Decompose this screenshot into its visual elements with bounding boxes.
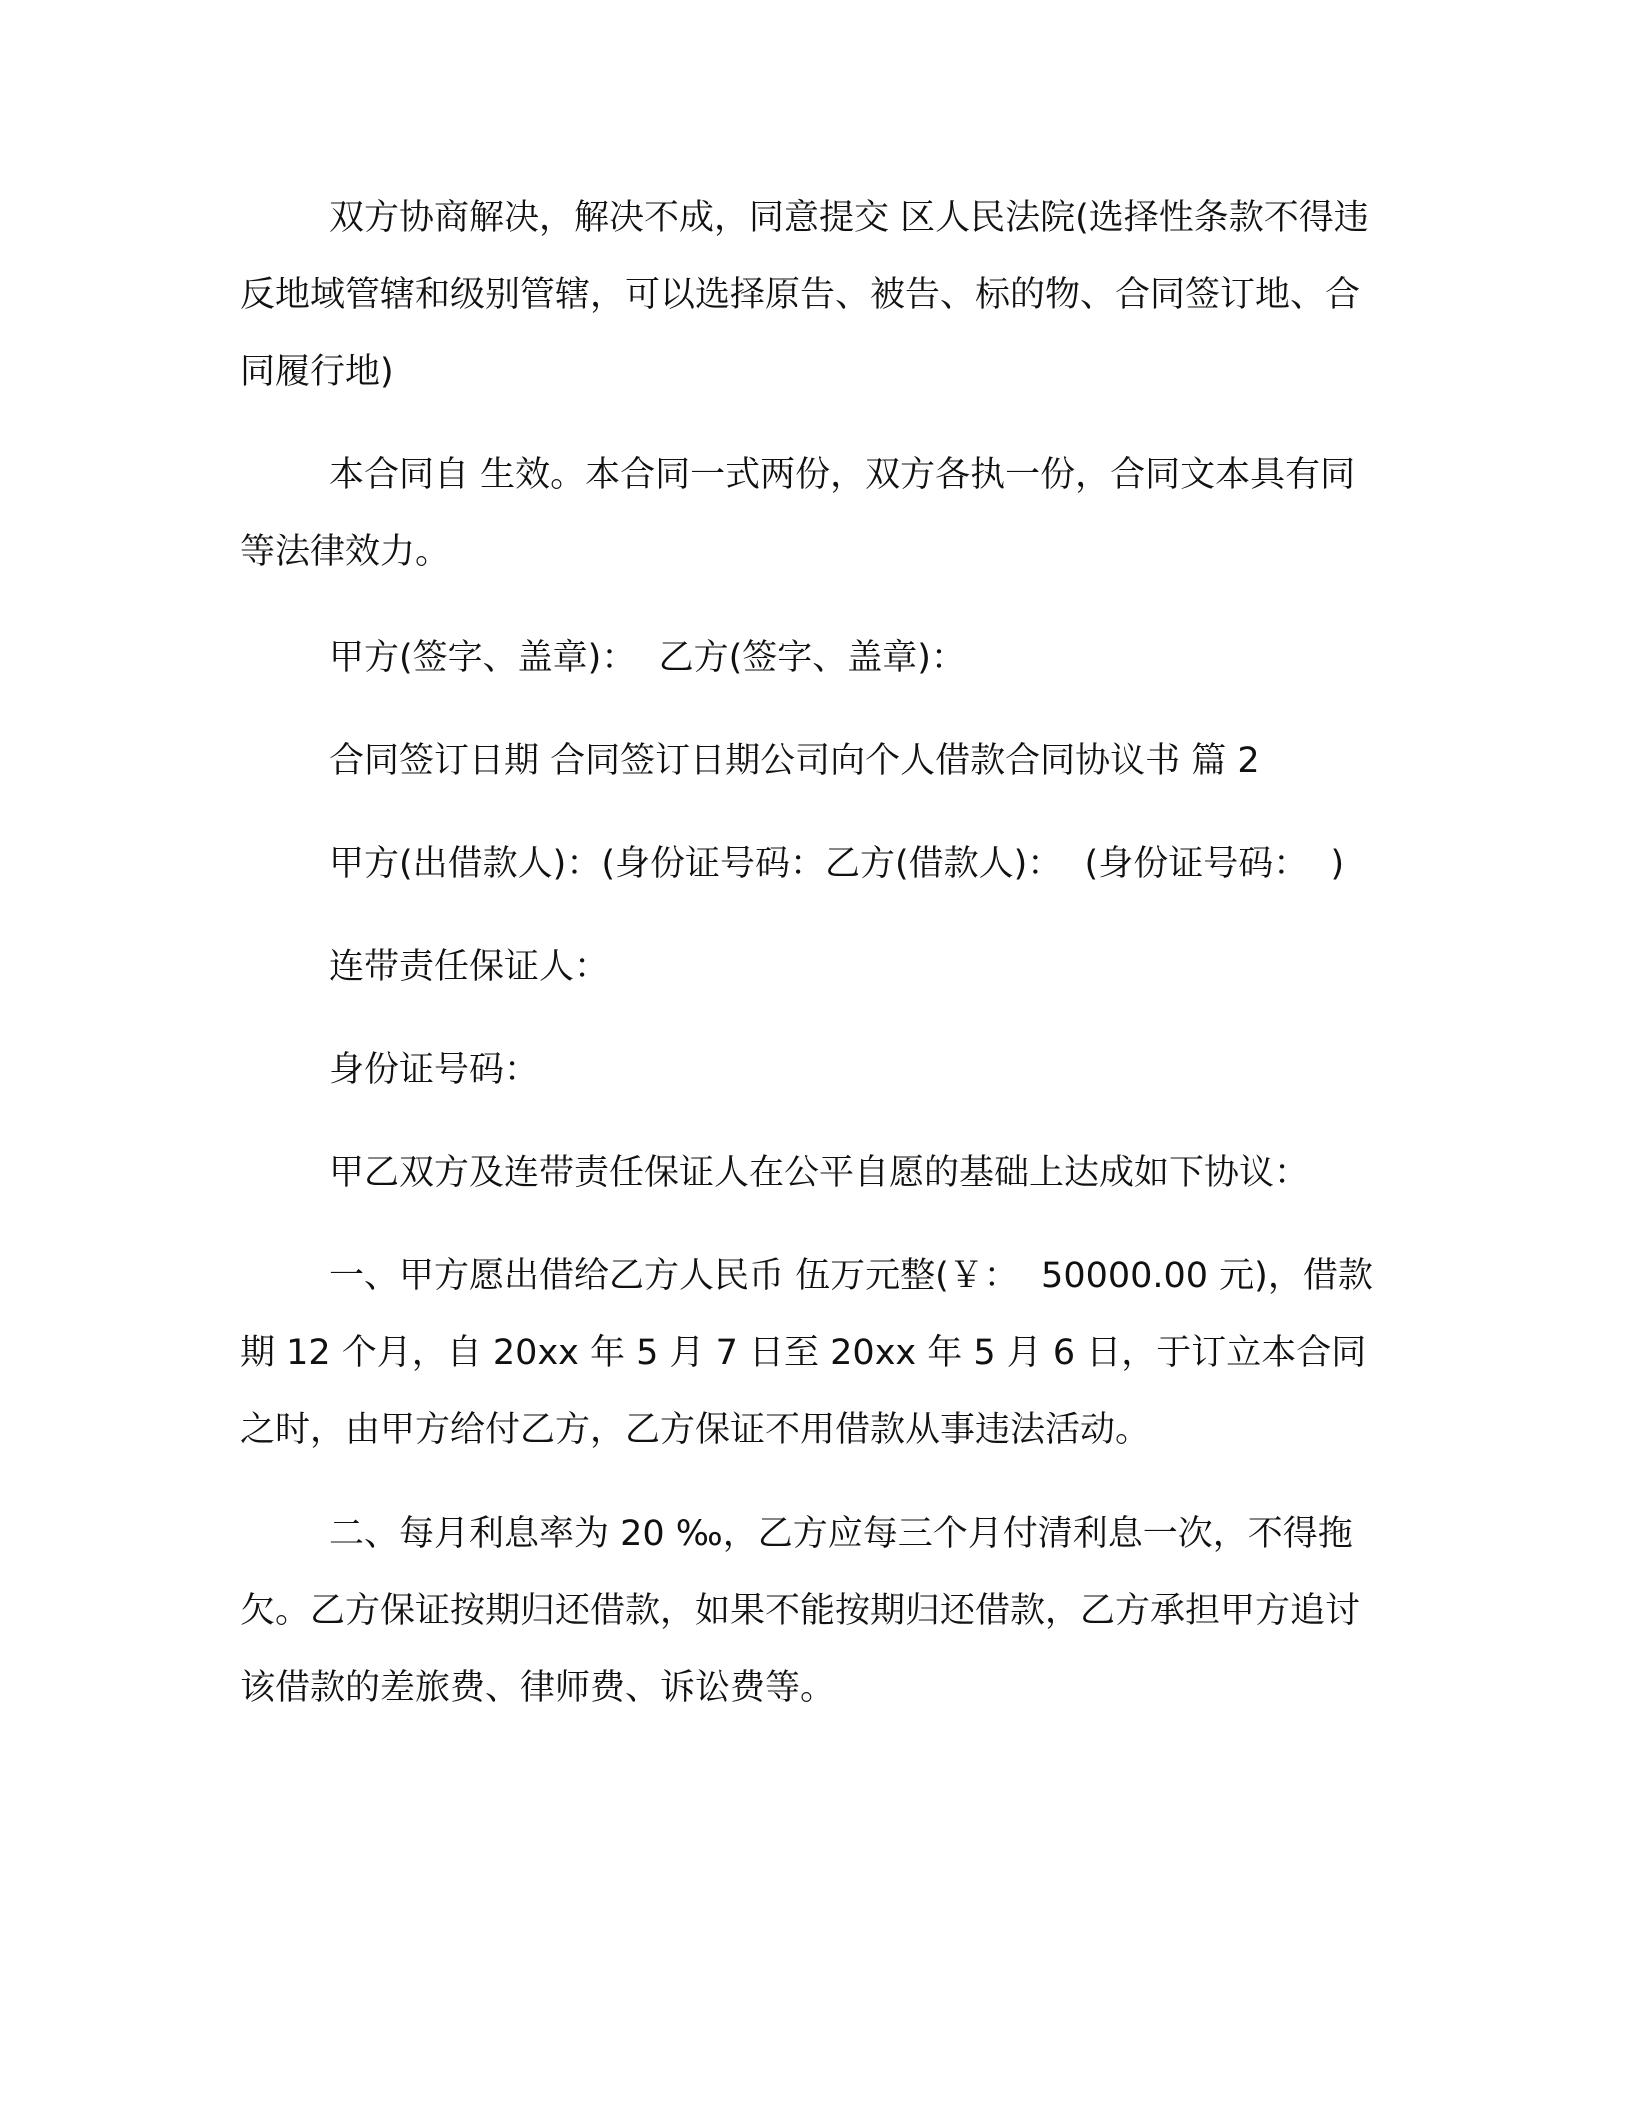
paragraph-dispute-resolution: 双方协商解决，解决不成，同意提交 区人民法院(选择性条款不得违反地域管辖和级别管辖，可以选择原告、被告、标的物、合同签订地、合同履行地) — [240, 198, 1369, 392]
paragraph-interest-terms: 二、每月利息率为 20 ‰，乙方应每三个月付清利息一次，不得拖欠。乙方保证按期归还借款，如果不能按期归还借款，乙方承担甲方追讨该借款的差旅费、律师费、诉讼费等。 — [240, 1514, 1361, 1708]
paragraph-signatures: 甲方(签字、盖章)： 乙方(签字、盖章)： — [240, 638, 966, 678]
paragraph-guarantor: 连带责任保证人： — [240, 947, 610, 987]
paragraph-loan-terms: 一、甲方愿出借给乙方人民币 伍万元整(￥： 50000.00 元)，借款期 12 个月，自 20xx 年 5 月 7 日至 20xx 年 5 月 6 日，于订立本合同之时，由甲方给付乙方，乙方保证不用借款从事违法活动。 — [240, 1256, 1373, 1450]
paragraph-signing-date-heading: 合同签订日期 合同签订日期公司向个人借款合同协议书 篇 2 — [240, 741, 1260, 781]
paragraph-parties: 甲方(出借款人)：(身份证号码：乙方(借款人)： (身份证号码： ) — [240, 844, 1345, 884]
paragraph-contract-effect: 本合同自 生效。本合同一式两份，双方各执一份，合同文本具有同等法律效力。 — [240, 455, 1356, 572]
paragraph-id-number: 身份证号码： — [240, 1050, 540, 1090]
paragraph-agreement-intro: 甲乙双方及连带责任保证人在公平自愿的基础上达成如下协议： — [240, 1153, 1310, 1193]
